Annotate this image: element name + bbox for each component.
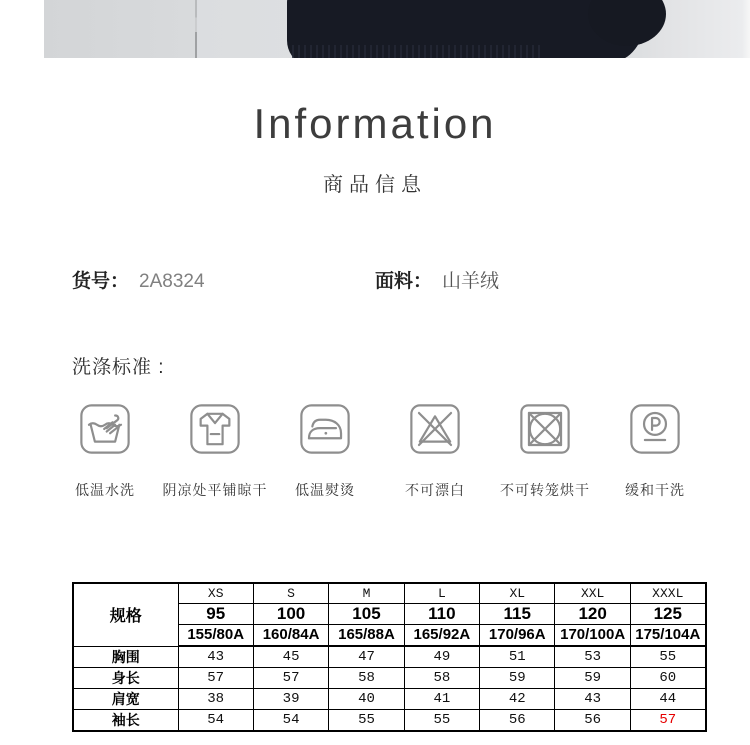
size-value-cell: 57: [178, 667, 253, 688]
spec-header-cell: 规格: [73, 583, 178, 646]
page-title-en: Information: [253, 100, 497, 147]
size-num-cell: 100: [253, 603, 328, 624]
care-icons-row: [50, 402, 710, 500]
hand-wash-icon: [78, 402, 132, 456]
care-item-iron: [270, 402, 380, 500]
size-value-cell: 43: [555, 688, 630, 709]
item-number-label: 货号：: [72, 271, 130, 292]
fabric-label: 面料：: [375, 271, 433, 292]
care-item-dry-clean: [600, 402, 710, 500]
product-meta-row: [0, 266, 750, 296]
size-value-cell: 59: [480, 667, 555, 688]
washing-standards-label: 洗涤标准 :: [72, 357, 165, 378]
size-col-header: S: [253, 583, 328, 603]
fabric-value: 山羊绒: [442, 271, 500, 292]
size-value-cell: 55: [329, 709, 404, 731]
background-door-edge: [195, 0, 197, 58]
size-spec-cell: 170/100A: [555, 624, 630, 646]
product-photo: [0, 0, 750, 58]
no-tumble-dry-icon: [518, 402, 572, 456]
size-value-cell: 44: [630, 688, 705, 709]
size-value-cell: 54: [253, 709, 328, 731]
size-spec-cell: 170/96A: [480, 624, 555, 646]
size-spec-cell: 175/104A: [630, 624, 705, 646]
size-num-cell: 125: [630, 603, 705, 624]
fabric: [375, 266, 499, 293]
sweater-rib-hem: [292, 45, 542, 58]
row-label: 肩宽: [73, 688, 178, 709]
care-item-no-bleach: [380, 402, 490, 500]
care-label: 阴凉处平铺晾干: [162, 482, 268, 498]
size-value-cell: 43: [178, 646, 253, 667]
size-value-cell: 55: [404, 709, 479, 731]
size-num-cell: 95: [178, 603, 253, 624]
size-num-cell: 115: [480, 603, 555, 624]
table-row-body-length: [73, 667, 706, 688]
size-col-header: M: [329, 583, 404, 603]
size-value-cell: 51: [480, 646, 555, 667]
gentle-dry-clean-icon: [628, 402, 682, 456]
size-spec-cell: 165/88A: [329, 624, 404, 646]
size-spec-cell: 165/92A: [404, 624, 479, 646]
table-row-size-names: [73, 583, 706, 603]
size-col-header: XXXL: [630, 583, 705, 603]
size-value-cell: 41: [404, 688, 479, 709]
table-row-shoulder: [73, 688, 706, 709]
page-title-zh: 商品信息: [323, 174, 427, 196]
size-num-cell: 105: [329, 603, 404, 624]
size-chart-table: [72, 582, 707, 732]
size-spec-cell: 155/80A: [178, 624, 253, 646]
size-value-cell: 56: [480, 709, 555, 731]
size-num-cell: 120: [555, 603, 630, 624]
care-label: 缓和干洗: [625, 482, 685, 498]
size-col-header: L: [404, 583, 479, 603]
size-value-cell: 60: [630, 667, 705, 688]
care-label: 不可漂白: [405, 482, 465, 498]
size-value-cell: 49: [404, 646, 479, 667]
size-value-cell: 55: [630, 646, 705, 667]
dry-flat-in-shade-icon: [188, 402, 242, 456]
size-col-header: XXL: [555, 583, 630, 603]
size-value-cell: 45: [253, 646, 328, 667]
size-spec-cell: 160/84A: [253, 624, 328, 646]
size-value-cell: 40: [329, 688, 404, 709]
care-item-dry-flat: [160, 402, 270, 500]
care-item-no-tumble-dry: [490, 402, 600, 500]
iron-low-temp-icon: [298, 402, 352, 456]
no-bleach-icon: [408, 402, 462, 456]
size-value-cell: 42: [480, 688, 555, 709]
size-value-cell: 59: [555, 667, 630, 688]
row-label: 胸围: [73, 646, 178, 667]
size-value-cell: 58: [329, 667, 404, 688]
size-value-cell: 47: [329, 646, 404, 667]
item-number: [72, 266, 205, 293]
care-item-hand-wash: [50, 402, 160, 500]
row-label: 身长: [73, 667, 178, 688]
care-label: 不可转笼烘干: [500, 482, 590, 498]
table-row-chest: [73, 646, 706, 667]
care-label: 低温水洗: [75, 482, 135, 498]
item-number-value: 2A8324: [139, 271, 205, 292]
care-label: 低温熨烫: [295, 482, 355, 498]
size-value-cell: 56: [555, 709, 630, 731]
size-col-header: XS: [178, 583, 253, 603]
table-row-sleeve: [73, 709, 706, 731]
size-value-cell: 58: [404, 667, 479, 688]
size-value-cell: 57: [253, 667, 328, 688]
row-label: 袖长: [73, 709, 178, 731]
size-num-cell: 110: [404, 603, 479, 624]
size-col-header: XL: [480, 583, 555, 603]
size-value-cell: 54: [178, 709, 253, 731]
size-value-cell: 53: [555, 646, 630, 667]
size-value-cell: 39: [253, 688, 328, 709]
size-value-cell: 38: [178, 688, 253, 709]
size-value-cell-highlighted: 57: [630, 709, 705, 731]
